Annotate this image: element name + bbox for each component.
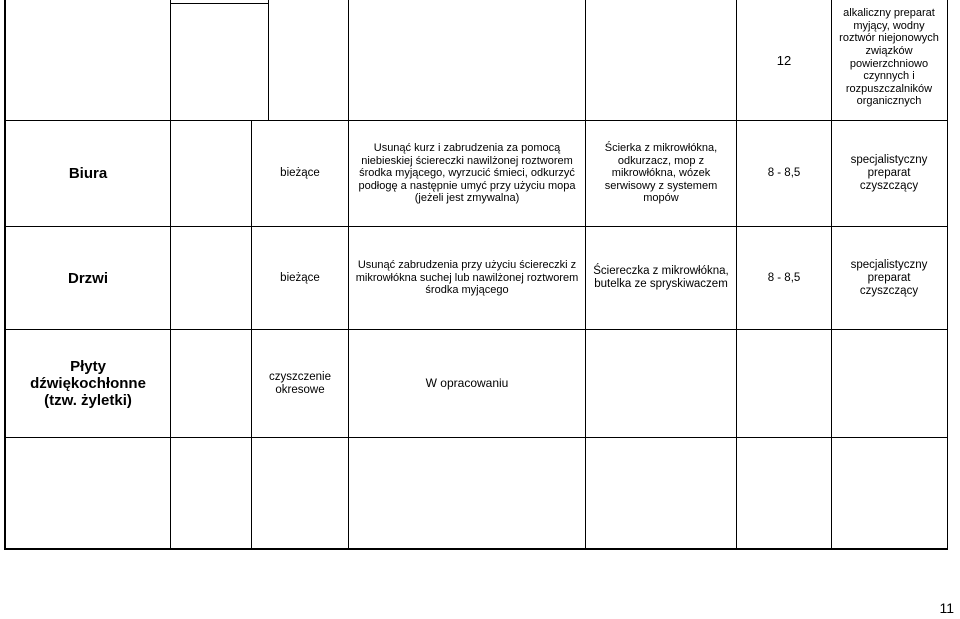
cleaning-agent: specjalistyczny preparat czyszczący	[850, 258, 928, 297]
page-number: 11	[939, 600, 954, 616]
grid-line	[170, 0, 171, 549]
grid-line	[831, 0, 832, 549]
frequency: bieżące	[280, 271, 320, 284]
area-name: Biura	[68, 165, 108, 182]
grid-line	[268, 0, 269, 120]
area-name: Drzwi	[67, 269, 108, 287]
action-description: Usunąć kurz i zabrudzenia za pomocą niebieskiej ściereczki nawilżonej roztworem środka myjącego, wyrzucić śmieci, odkurzyć podłogę a następnie umyć przy użyciu mopa (jeżeli jest zmywalna)	[358, 142, 576, 205]
row-number: 12	[776, 52, 792, 68]
grid-line	[4, 437, 948, 438]
grid-line	[4, 548, 948, 550]
grid-line	[585, 0, 586, 549]
grid-line	[947, 0, 948, 549]
frequency: bieżące	[280, 167, 320, 179]
grid-line	[170, 3, 268, 4]
frequency: czyszczenie okresowe	[269, 370, 331, 396]
ph-value: 8 - 8,5	[767, 271, 801, 284]
area-name: Płyty dźwiękochłonne (tzw. żyletki)	[30, 358, 146, 409]
action-description: Usunąć zabrudzenia przy użyciu ściereczki z mikrowłókna suchej lub nawilżonej roztworem środka myjącego	[355, 259, 579, 297]
action-description: W opracowaniu	[425, 376, 509, 390]
tools: Ściereczka z mikrowłókna, butelka ze spryskiwaczem	[593, 265, 729, 290]
grid-line	[348, 0, 349, 549]
ph-value: 8 - 8,5	[767, 167, 801, 179]
cleaning-agent: alkaliczny preparat myjący, wodny roztwór niejonowych związków powierzchniowo czynnych i rozpuszczalników organicznych	[839, 7, 939, 108]
cleaning-agent: specjalistyczny preparat czyszczący	[850, 154, 928, 192]
tools: Ścierka z mikrowłókna, odkurzacz, mop z mikrowłókna, wózek serwisowy z systemem mopów	[604, 142, 718, 205]
